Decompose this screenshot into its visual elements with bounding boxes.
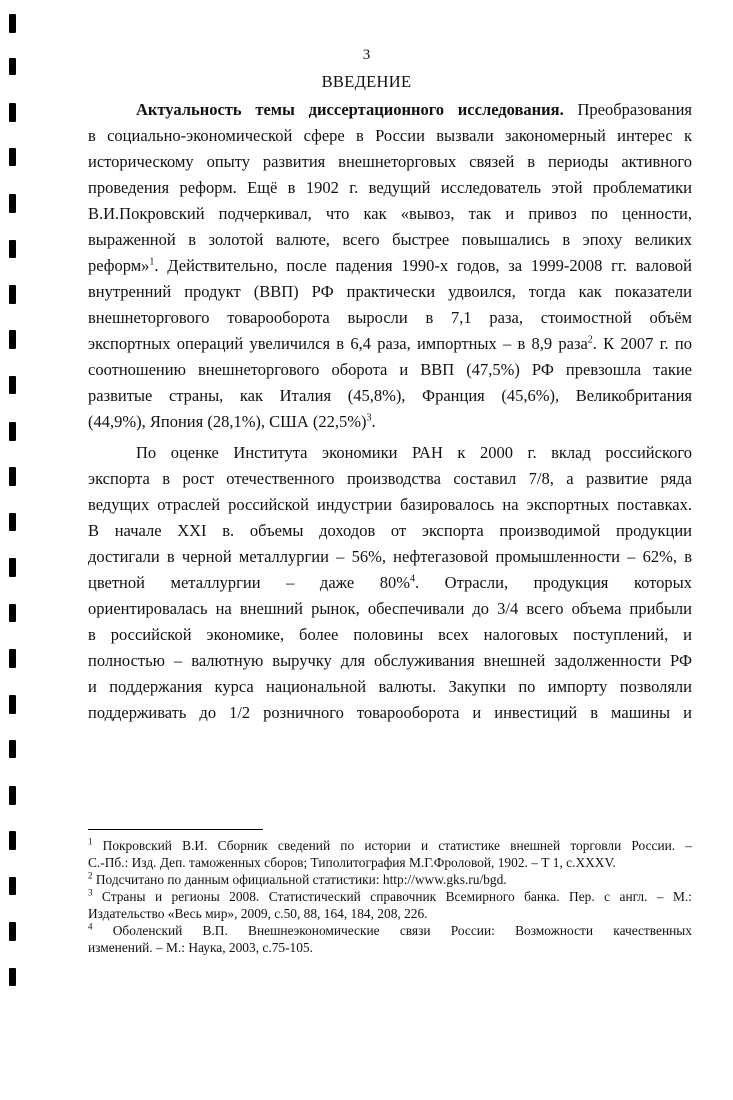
footnote-number: 1 <box>88 837 93 847</box>
binding-hole <box>9 376 16 394</box>
binding-hole <box>9 285 16 304</box>
paragraph-1-line: реформ»$^1$. Действительно, после падения 1990-х годов, за 1999-2008 гг. валовой <box>88 256 692 275</box>
paragraph-2-line: поддерживать до 1/2 розничного товарооборота и инвестиций в машины и <box>88 703 692 722</box>
binding-hole <box>9 103 16 122</box>
paragraph-2-line: По оценке Института экономики РАН к 2000 г. вклад российского <box>136 443 692 462</box>
footnote-number: 4 <box>88 922 93 932</box>
footnote-number: 3 <box>88 888 93 898</box>
binding-marks <box>9 0 21 1100</box>
page-number: 3 <box>362 47 371 63</box>
binding-hole <box>9 513 16 531</box>
binding-hole <box>9 877 16 895</box>
footnote-ref: 3 <box>366 412 372 424</box>
binding-hole <box>9 558 16 577</box>
footnote-4-cont: изменений. – М.: Наука, 2003, с.75-105. <box>88 940 313 955</box>
binding-hole <box>9 649 16 668</box>
paragraph-1-line: (44,9%), Япония (28,1%), США $(22,5\%)^3$. <box>88 412 376 431</box>
paragraph-1-line: выраженной в золотой валюте, всего быстрее повышались в эпоху великих <box>88 230 692 249</box>
footnote-3-cont: Издательство «Весь мир», 2009, с.50, 88, 164, 184, 208, 226. <box>88 906 428 921</box>
paragraph-1-line: экспортных операций увеличился в 6,4 раза, импортных – в 8,9 раза$^2$. К 2007 г. по <box>88 334 692 353</box>
paragraph-1-line: проведения реформ. Ещё в 1902 г. ведущий исследователь этой проблематики <box>88 178 692 197</box>
footnote-4: $^4$ Оболенский В.П. Внешнеэкономические связи России: Возможности качественных <box>88 922 692 938</box>
paragraph-2-line: достигали в черной металлургии – 56%, нефтегазовой промышленности – 62%, в <box>88 547 692 566</box>
binding-hole <box>9 194 16 213</box>
paragraph-1-line: развитые страны, как Италия (45,8%), Франция (45,6%), Великобритания <box>88 386 692 405</box>
binding-hole <box>9 695 16 714</box>
paragraph-2-line: экспорта в рост отечественного производства составил 7/8, а развитие ряда <box>88 469 692 488</box>
footnote-ref: 2 <box>587 334 593 346</box>
paragraph-1-line: внутренний продукт (ВВП) РФ практически удвоился, тогда как показатели <box>88 282 692 301</box>
paragraph-1-line: соотношению внешнеторгового оборота и ВВП (47,5%) РФ превзошла такие <box>88 360 692 379</box>
footnote-1-cont: С.-Пб.: Изд. Деп. таможенных сборов; Типолитография М.Г.Фроловой, 1902. – Т 1, с.XXXV. <box>88 855 616 870</box>
paragraph-1-line: историческому опыту развития внешнеторговых связей в периоды активного <box>88 152 692 171</box>
binding-hole <box>9 831 16 850</box>
binding-hole <box>9 240 16 258</box>
footnote-3: $^3$ Страны и регионы 2008. Статистический справочник Всемирного банка. Пер. с англ. – М.: <box>88 888 692 904</box>
paragraph-2-line: и поддержания курса национальной валюты. Закупки по импорту позволяли <box>88 677 692 696</box>
paragraph-2-line: полностью – валютную выручку для обслуживания внешней задолженности РФ <box>88 651 692 670</box>
footnote-ref: 4 <box>409 573 415 585</box>
footnote-2: $^2$ Подсчитано по данным официальной статистики: http://www.gks.ru/bgd. <box>88 871 507 887</box>
binding-hole <box>9 968 16 986</box>
binding-hole <box>9 148 16 166</box>
paragraph-2-line: В начале XXI в. объемы доходов от экспорта производимой продукции <box>88 521 692 540</box>
paragraph-1-line: в социально-экономической сфере в России вызвали закономерный интерес к <box>88 126 692 145</box>
footnote-1: $^1$ Покровский В.И. Сборник сведений по истории и статистике внешней торговли России. – <box>88 837 692 853</box>
footnote-number: 2 <box>88 871 93 881</box>
binding-hole <box>9 740 16 758</box>
binding-hole <box>9 467 16 486</box>
footnote-ref: 1 <box>149 256 155 268</box>
binding-hole <box>9 14 16 33</box>
binding-hole <box>9 922 16 941</box>
section-title: ВВЕДЕНИЕ <box>321 72 412 91</box>
footnote-separator <box>88 829 263 830</box>
paragraph-1-line: внешнеторгового товарооборота выросли в 7,1 раза, стоимостной объём <box>88 308 692 327</box>
paragraph-1-line: Актуальность темы диссертационного исследования. Преобразования <box>136 100 692 119</box>
paragraph-1-line: В.И.Покровский подчеркивал, что как «вывоз, так и привоз по ценности, <box>88 204 692 223</box>
paragraph-2-line: ориентировалась на внешний рынок, обеспечивали до 3/4 всего объема прибыли <box>88 599 692 618</box>
binding-hole <box>9 330 16 349</box>
binding-hole <box>9 604 16 622</box>
binding-hole <box>9 786 16 805</box>
paragraph-2-line: цветной металлургии – даже 80%$^4$. Отрасли, продукция которых <box>88 573 692 592</box>
binding-hole <box>9 422 16 441</box>
paragraph-heading: Актуальность темы диссертационного исследования. <box>136 100 564 119</box>
paragraph-2-line: в российской экономике, более половины всех налоговых поступлений, и <box>88 625 692 644</box>
paragraph-2-line: ведущих отраслей российской индустрии базировалось на экспортных поставках. <box>88 495 692 514</box>
